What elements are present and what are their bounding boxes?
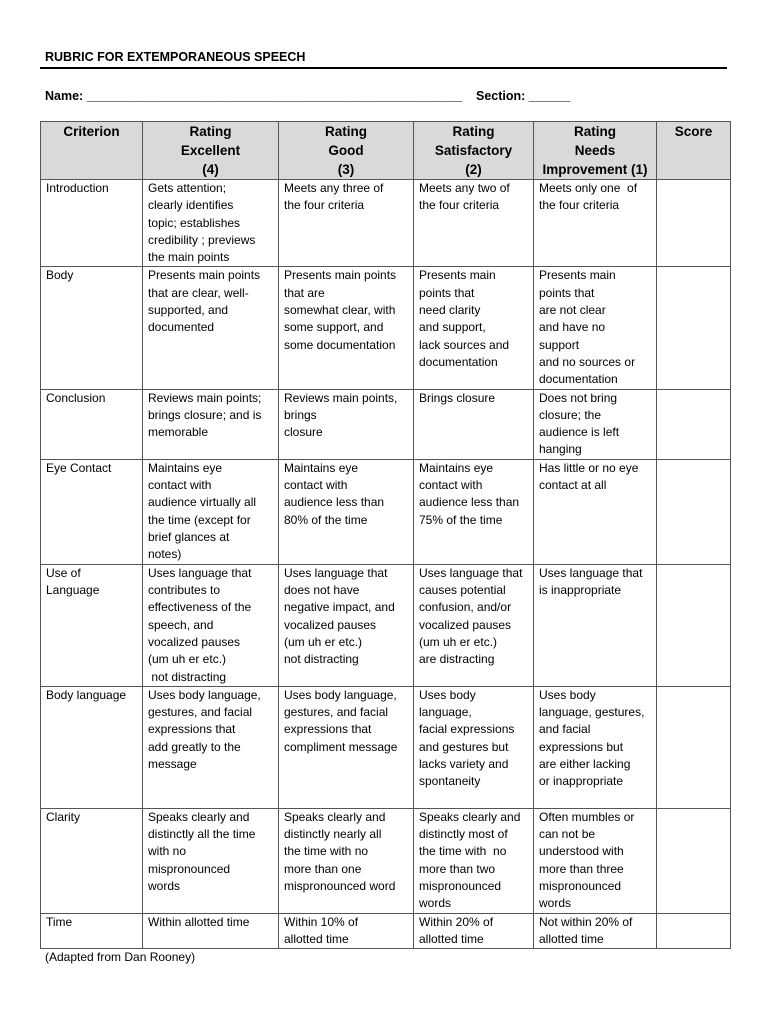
cell-line: audience virtually all	[148, 495, 257, 510]
good-cell	[279, 564, 414, 686]
cell-line: points that	[539, 285, 595, 300]
excellent-cell	[143, 180, 279, 267]
satisfactory-cell	[414, 686, 534, 808]
cell-line: and no sources or	[539, 354, 636, 369]
cell-line: compliment message	[284, 739, 398, 754]
needs-improvement-cell	[534, 459, 657, 564]
cell-line: (um uh er etc.)	[419, 634, 498, 649]
criterion-cell	[41, 913, 143, 949]
cell-line: Not within 20% of	[539, 914, 633, 929]
cell-line: words	[148, 879, 181, 894]
cell-line: lacks variety and	[419, 757, 509, 772]
cell-line: Maintains eye	[419, 460, 494, 475]
cell-line: confusion, and/or	[419, 600, 512, 615]
cell-line: Presents main points	[148, 268, 261, 283]
needs-improvement-cell	[534, 686, 657, 808]
satisfactory-cell	[414, 267, 534, 389]
cell-line: expressions that	[148, 722, 236, 737]
cell-line: credibility ; previews	[148, 232, 256, 247]
cell-line: Gets attention;	[148, 181, 227, 195]
cell-line: vocalized pauses	[419, 617, 512, 632]
cell-line: gestures, and facial	[148, 705, 253, 720]
good-cell	[279, 808, 414, 913]
cell-line: Speaks clearly and	[148, 809, 250, 824]
cell-line: brings	[284, 407, 317, 422]
cell-line: Meets any two of	[419, 181, 510, 195]
cell-line: mispronounced	[539, 879, 622, 894]
cell-line: does not have	[284, 583, 360, 598]
cell-line: audience less than	[284, 495, 385, 510]
cell-line: (um uh er etc.)	[284, 634, 363, 649]
table-row	[41, 564, 731, 686]
needs-improvement-cell	[534, 180, 657, 267]
criterion-cell	[41, 267, 143, 389]
table-row	[41, 267, 731, 389]
cell-line: spontaneity	[419, 774, 481, 789]
cell-line: the main points	[148, 250, 230, 265]
criterion-cell	[41, 808, 143, 913]
cell-line: more than two	[419, 861, 496, 876]
cell-line: effectiveness of the	[148, 600, 252, 615]
cell-line: language, gestures,	[539, 705, 645, 720]
cell-line: the time (except for	[148, 512, 251, 527]
cell-line: brings closure; and is	[148, 407, 262, 422]
cell-line: Speaks clearly and	[284, 809, 386, 824]
criterion-cell	[41, 459, 143, 564]
good-cell	[279, 267, 414, 389]
cell-line: Clarity	[46, 809, 81, 824]
cell-line: Time	[46, 914, 73, 929]
document-title: RUBRIC FOR EXTEMPORANEOUS SPEECH	[45, 50, 306, 64]
cell-line: Uses language that	[284, 565, 388, 580]
cell-line: with no	[148, 844, 187, 859]
title-rule	[40, 67, 727, 69]
score-cell	[657, 686, 731, 808]
cell-line: Has little or no eye	[539, 460, 639, 475]
cell-line: the time with no	[419, 844, 507, 859]
cell-line: Uses body language,	[148, 687, 261, 702]
cell-line: Eye Contact	[46, 460, 112, 475]
cell-line: Presents main	[539, 268, 616, 283]
cell-line: that are	[284, 285, 325, 300]
criterion-cell	[41, 686, 143, 808]
score-cell	[657, 180, 731, 267]
cell-line: supported, and	[148, 303, 229, 318]
cell-line: audience is left	[539, 425, 620, 440]
cell-line: vocalized pauses	[284, 617, 377, 632]
cell-line: the time with no	[284, 844, 369, 859]
cell-line: distinctly all the time	[148, 827, 256, 842]
cell-line: Within allotted time	[148, 914, 250, 929]
cell-line: lack sources and	[419, 337, 510, 352]
cell-line: Often mumbles or	[539, 809, 635, 824]
cell-line: contributes to	[148, 583, 221, 598]
cell-line: documentation	[539, 372, 618, 387]
needs-improvement-cell	[534, 808, 657, 913]
cell-line: need clarity	[419, 303, 481, 318]
cell-line: Brings closure	[419, 390, 496, 405]
good-cell	[279, 389, 414, 459]
needs-improvement-cell	[534, 913, 657, 949]
cell-line: Conclusion	[46, 390, 106, 405]
cell-line: contact with	[284, 478, 348, 493]
excellent-cell	[143, 808, 279, 913]
cell-line: allotted time	[284, 932, 349, 947]
cell-line: topic; establishes	[148, 215, 241, 230]
cell-line: Body	[46, 268, 74, 283]
cell-line: mispronounced word	[284, 879, 396, 894]
cell-line: language,	[419, 705, 472, 720]
excellent-cell	[143, 459, 279, 564]
cell-line: contact at all	[539, 478, 607, 493]
good-cell	[279, 686, 414, 808]
cell-line: and facial	[539, 722, 591, 737]
cell-line: are either lacking	[539, 757, 631, 772]
cell-line: add greatly to the	[148, 739, 241, 754]
cell-line: are not clear	[539, 303, 606, 318]
satisfactory-cell	[414, 459, 534, 564]
cell-line: Speaks clearly and	[419, 809, 521, 824]
cell-line: distinctly nearly all	[284, 827, 382, 842]
cell-line: closure; the	[539, 407, 602, 422]
satisfactory-cell	[414, 808, 534, 913]
cell-line: words	[539, 896, 572, 911]
cell-line: mispronounced	[419, 879, 502, 894]
header-score: Score	[657, 122, 731, 180]
name-field: Name: ______________________________________________________	[45, 89, 463, 103]
cell-line: negative impact, and	[284, 600, 395, 615]
cell-line: memorable	[148, 425, 209, 440]
cell-line: Uses body	[419, 687, 476, 702]
satisfactory-cell	[414, 180, 534, 267]
header-needs-improvement: Rating Needs Improvement (1)	[534, 122, 657, 180]
cell-line: Uses language that	[148, 565, 252, 580]
excellent-cell	[143, 389, 279, 459]
cell-line: hanging	[539, 442, 582, 457]
cell-line: more than one	[284, 861, 362, 876]
cell-line: or inappropriate	[539, 774, 624, 789]
cell-line: causes potential	[419, 583, 506, 598]
needs-improvement-cell	[534, 564, 657, 686]
cell-line: expressions but	[539, 739, 624, 754]
cell-line: Maintains eye	[148, 460, 223, 475]
good-cell	[279, 180, 414, 267]
cell-line: Uses body language,	[284, 687, 397, 702]
cell-line: and have no	[539, 320, 606, 335]
cell-line: speech, and	[148, 617, 214, 632]
cell-line: Body language	[46, 687, 127, 702]
cell-line: Uses language that	[419, 565, 523, 580]
cell-line: brief glances at	[148, 529, 230, 544]
table-row	[41, 808, 731, 913]
criterion-cell	[41, 389, 143, 459]
cell-line: audience less than	[419, 495, 520, 510]
cell-line: Reviews main points,	[284, 390, 398, 405]
cell-line: are distracting	[419, 652, 495, 667]
cell-line: Within 10% of	[284, 914, 359, 929]
table-row	[41, 459, 731, 564]
cell-line: Language	[46, 583, 100, 598]
score-cell	[657, 267, 731, 389]
cell-line: 75% of the time	[419, 512, 503, 527]
satisfactory-cell	[414, 389, 534, 459]
header-excellent: Rating Excellent (4)	[143, 122, 279, 180]
excellent-cell	[143, 913, 279, 949]
table-row	[41, 180, 731, 267]
cell-line: Meets only one of	[539, 181, 638, 195]
cell-line: contact with	[419, 478, 483, 493]
needs-improvement-cell	[534, 389, 657, 459]
footer-note: (Adapted from Dan Rooney)	[45, 950, 196, 964]
cell-line: and support,	[419, 320, 486, 335]
cell-line: some documentation	[284, 337, 396, 352]
cell-line: can not be	[539, 827, 596, 842]
section-field: Section: ______	[476, 89, 571, 103]
cell-line: clearly identifies	[148, 198, 234, 213]
cell-line: gestures, and facial	[284, 705, 389, 720]
cell-line: vocalized pauses	[148, 634, 241, 649]
header-satisfactory: Rating Satisfactory (2)	[414, 122, 534, 180]
header-row	[41, 122, 731, 180]
excellent-cell	[143, 267, 279, 389]
cell-line: understood with	[539, 844, 624, 859]
cell-line: Within 20% of	[419, 914, 494, 929]
cell-line: and gestures but	[419, 739, 509, 754]
table-row	[41, 686, 731, 808]
criterion-cell	[41, 180, 143, 267]
cell-line: documentation	[419, 354, 498, 369]
cell-line: closure	[284, 425, 323, 440]
cell-line: facial expressions	[419, 722, 515, 737]
header-good: Rating Good (3)	[279, 122, 414, 180]
cell-line: message	[148, 757, 197, 772]
cell-line: not distracting	[284, 652, 359, 667]
score-cell	[657, 389, 731, 459]
cell-line: 80% of the time	[284, 512, 368, 527]
table-row	[41, 913, 731, 949]
cell-line: Maintains eye	[284, 460, 359, 475]
cell-line: some support, and	[284, 320, 384, 335]
cell-line: Uses language that	[539, 565, 643, 580]
cell-line: mispronounced	[148, 861, 231, 876]
cell-line: Meets any three of	[284, 181, 384, 195]
cell-line: Presents main	[419, 268, 496, 283]
cell-line: contact with	[148, 478, 212, 493]
cell-line: allotted time	[539, 932, 604, 947]
cell-line: not distracting	[148, 669, 227, 684]
good-cell	[279, 459, 414, 564]
excellent-cell	[143, 686, 279, 808]
rubric-table	[40, 121, 731, 949]
needs-improvement-cell	[534, 267, 657, 389]
cell-line: the four criteria	[419, 198, 500, 213]
cell-line: Introduction	[46, 181, 109, 195]
cell-line: that are clear, well-	[148, 285, 249, 300]
satisfactory-cell	[414, 564, 534, 686]
cell-line: the four criteria	[284, 198, 365, 213]
score-cell	[657, 564, 731, 686]
cell-line: allotted time	[419, 932, 484, 947]
cell-line: Reviews main points;	[148, 390, 262, 405]
cell-line: somewhat clear, with	[284, 303, 396, 318]
score-cell	[657, 808, 731, 913]
criterion-cell	[41, 564, 143, 686]
cell-line: notes)	[148, 547, 182, 562]
cell-line: Does not bring	[539, 390, 618, 405]
cell-line: expressions that	[284, 722, 372, 737]
cell-line: Use of	[46, 565, 81, 580]
cell-line: distinctly most of	[419, 827, 508, 842]
table-row	[41, 389, 731, 459]
cell-line: words	[419, 896, 452, 911]
cell-line: Presents main points	[284, 268, 397, 283]
header-criterion: Criterion	[41, 122, 143, 180]
excellent-cell	[143, 564, 279, 686]
cell-line: more than three	[539, 861, 624, 876]
cell-line: documented	[148, 320, 215, 335]
good-cell	[279, 913, 414, 949]
cell-line: points that	[419, 285, 475, 300]
cell-line: the four criteria	[539, 198, 620, 213]
score-cell	[657, 459, 731, 564]
cell-line: Uses body	[539, 687, 596, 702]
cell-line: (um uh er etc.)	[148, 652, 227, 667]
satisfactory-cell	[414, 913, 534, 949]
cell-line: support	[539, 337, 580, 352]
score-cell	[657, 913, 731, 949]
cell-line: is inappropriate	[539, 583, 622, 598]
